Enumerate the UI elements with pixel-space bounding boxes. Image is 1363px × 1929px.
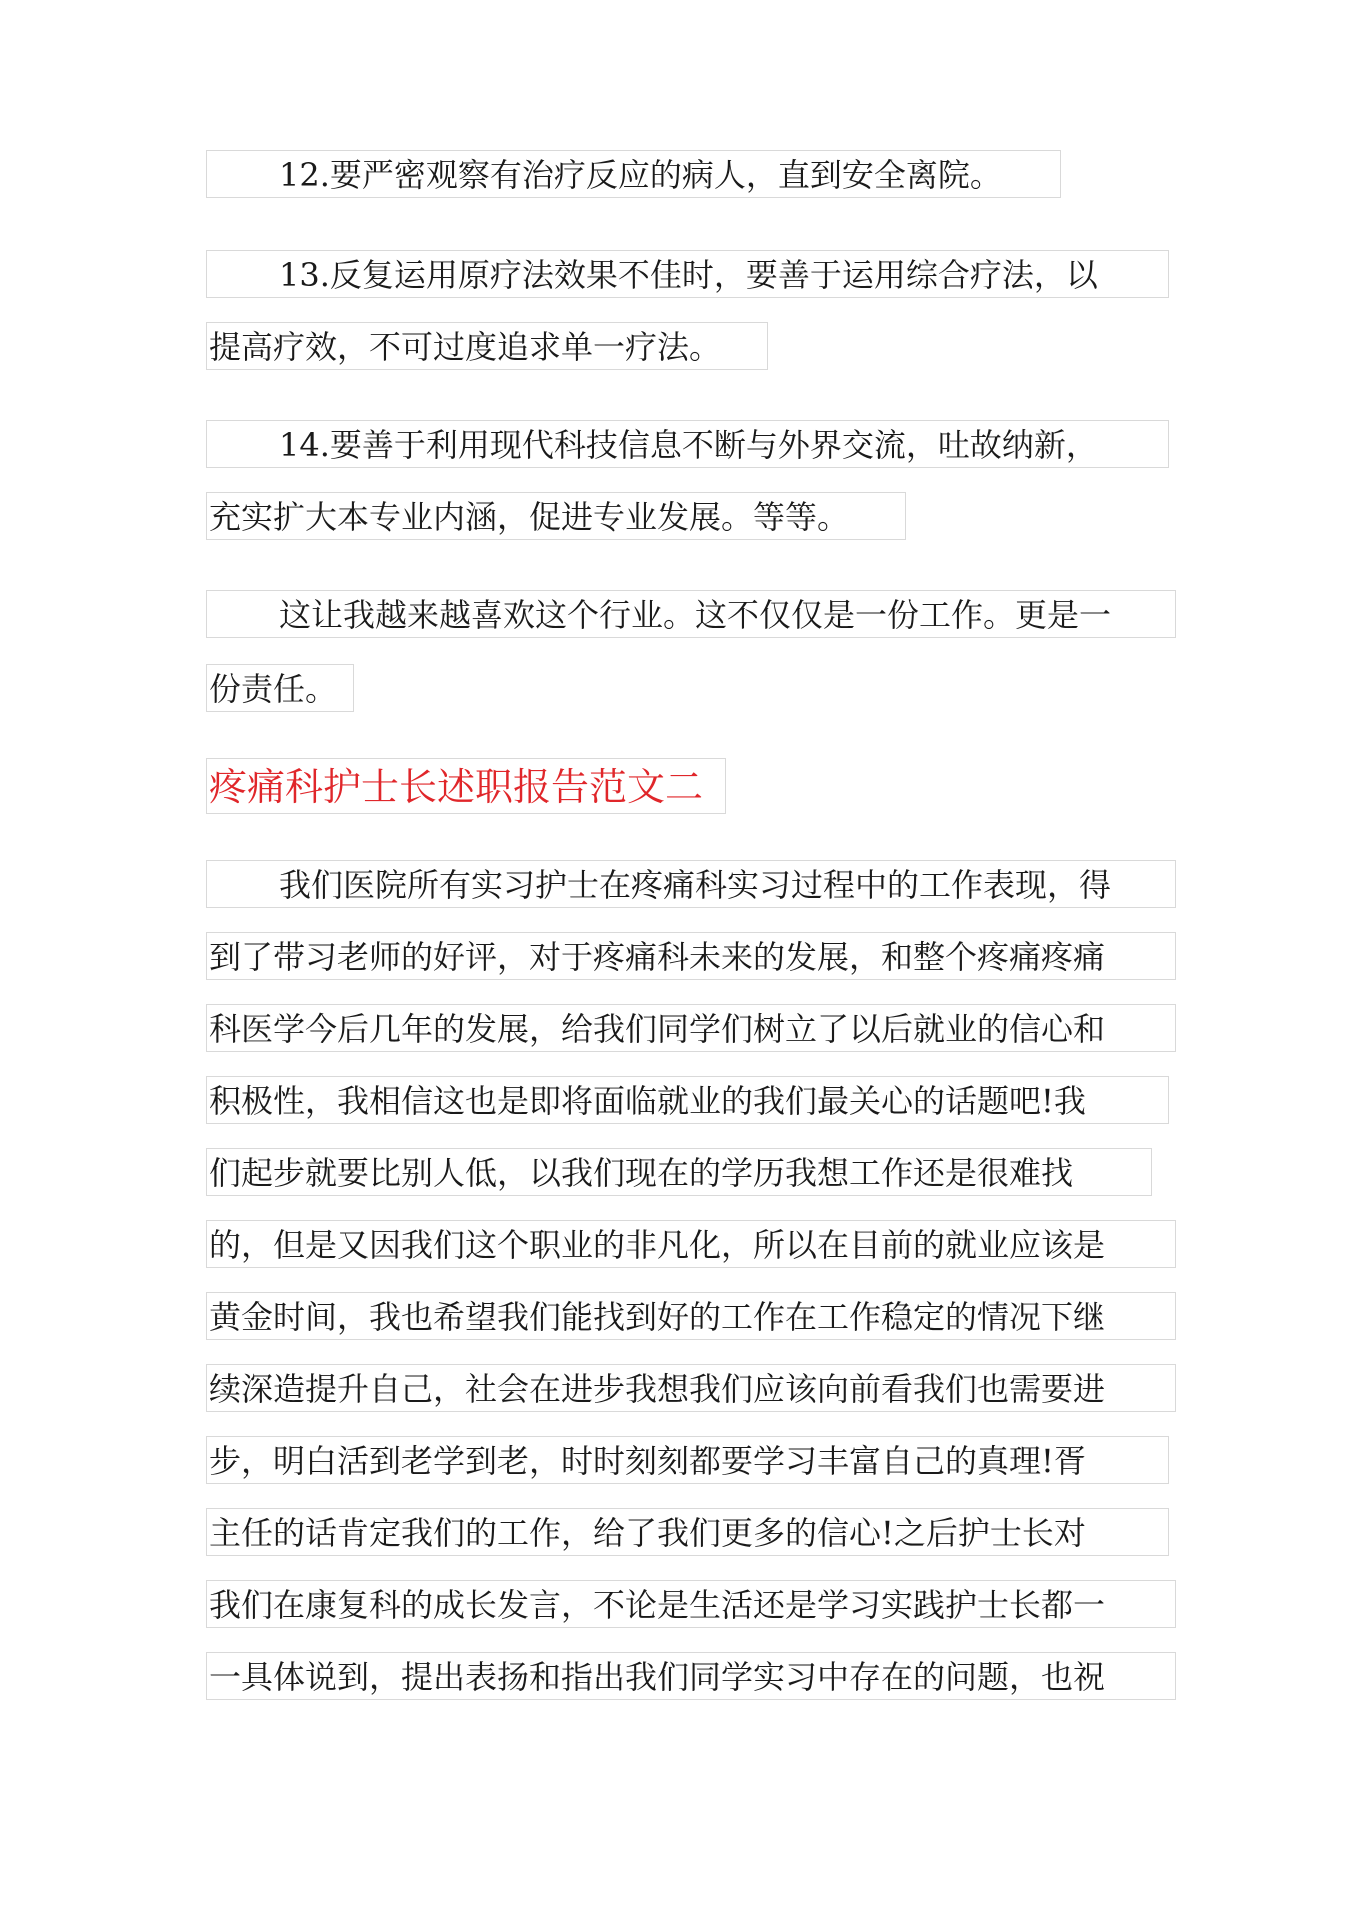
body-line-12: 一具体说到，提出表扬和指出我们同学实习中存在的问题，也祝 (206, 1652, 1176, 1700)
body-line-1: 我们医院所有实习护士在疼痛科实习过程中的工作表现，得 (206, 860, 1176, 908)
body-line-3: 科医学今后几年的发展，给我们同学们树立了以后就业的信心和 (206, 1004, 1176, 1052)
body-line-11: 我们在康复科的成长发言，不论是生活还是学习实践护士长都一 (206, 1580, 1176, 1628)
body-line-2: 到了带习老师的好评，对于疼痛科未来的发展，和整个疼痛疼痛 (206, 932, 1176, 980)
item-14-line-1: 14.要善于利用现代科技信息不断与外界交流，吐故纳新， (206, 420, 1169, 468)
section-heading: 疼痛科护士长述职报告范文二 (206, 758, 726, 814)
item-13-line-1: 13.反复运用原疗法效果不佳时，要善于运用综合疗法，以 (206, 250, 1169, 298)
body-line-9: 步，明白活到老学到老，时时刻刻都要学习丰富自己的真理!胥 (206, 1436, 1169, 1484)
item-14-line-2: 充实扩大本专业内涵，促进专业发展。等等。 (206, 492, 906, 540)
body-line-7: 黄金时间，我也希望我们能找到好的工作在工作稳定的情况下继 (206, 1292, 1176, 1340)
body-line-8: 续深造提升自己，社会在进步我想我们应该向前看我们也需要进 (206, 1364, 1176, 1412)
body-line-6: 的，但是又因我们这个职业的非凡化，所以在目前的就业应该是 (206, 1220, 1176, 1268)
item-13-line-2: 提高疗效，不可过度追求单一疗法。 (206, 322, 768, 370)
body-line-4: 积极性，我相信这也是即将面临就业的我们最关心的话题吧!我 (206, 1076, 1169, 1124)
closing-paragraph-line-2: 份责任。 (206, 664, 354, 712)
body-line-5: 们起步就要比别人低，以我们现在的学历我想工作还是很难找 (206, 1148, 1152, 1196)
item-12-line-1: 12.要严密观察有治疗反应的病人，直到安全离院。 (206, 150, 1061, 198)
closing-paragraph-line-1: 这让我越来越喜欢这个行业。这不仅仅是一份工作。更是一 (206, 590, 1176, 638)
body-line-10: 主任的话肯定我们的工作，给了我们更多的信心!之后护士长对 (206, 1508, 1169, 1556)
